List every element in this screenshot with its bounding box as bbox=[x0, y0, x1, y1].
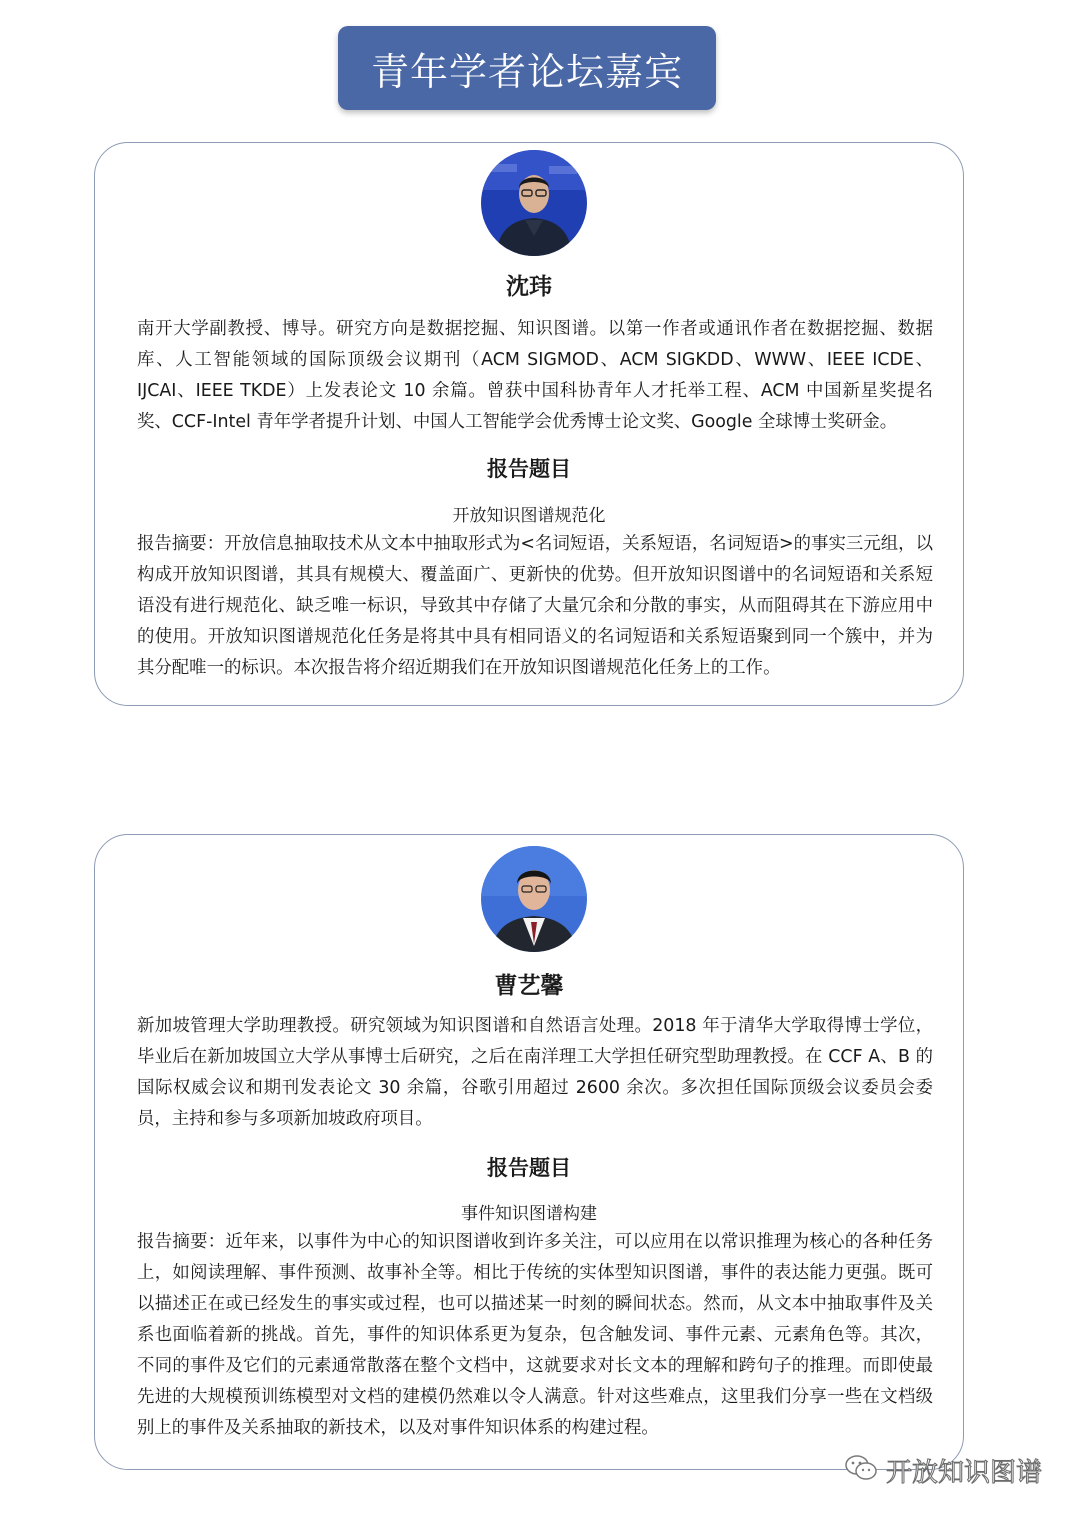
speaker-bio: 南开大学副教授、博导。研究方向是数据挖掘、知识图谱。以第一作者或通讯作者在数据挖掘、数据库、人工智能领域的国际顶级会议期刊（ACM SIGMOD、ACM SIGKDD、WWW、IEEE ICDE、IJCAI、IEEE TKDE）上发表论文 10 余篇。曾获中国科协青年人才托举工程、ACM 中国新星奖提名奖、CCF-Intel 青年学者提升计划、中国人工智能学会优秀博士论文奖、Google 全球博士奖研金。 bbox=[137, 319, 933, 432]
talk-abstract: 报告摘要：近年来，以事件为中心的知识图谱收到许多关注，可以应用在以常识推理为核心的各种任务上，如阅读理解、事件预测、故事补全等。相比于传统的实体型知识图谱，事件的表达能力更强。既可以描述正在或已经发生的事实或过程，也可以描述某一时刻的瞬间状态。然而，从文本中抽取事件及关系也面临着新的挑战。首先，事件的知识体系更为复杂，包含触发词、事件元素、元素角色等。其次，不同的事件及它们的元素通常散落在整个文档中，这就要求对长文本的理解和跨句子的推理。而即使最先进的大规模预训练模型对文档的建模仍然难以令人满意。针对这些难点，这里我们分享一些在文档级别上的事件及关系抽取的新技术，以及对事件知识体系的构建过程。 bbox=[137, 1232, 933, 1438]
speaker-avatar bbox=[481, 150, 587, 256]
talk-abstract: 报告摘要：开放信息抽取技术从文本中抽取形式为<名词短语，关系短语，名词短语>的事实三元组，以构成开放知识图谱，其具有规模大、覆盖面广、更新快的优势。但开放知识图谱中的名词短语和关系短语没有进行规范化、缺乏唯一标识，导致其中存储了大量冗余和分散的事实，从而阻碍其在下游应用中的使用。开放知识图谱规范化任务是将其中具有相同语义的名词短语和关系短语聚到同一个簇中，并为其分配唯一的标识。本次报告将介绍近期我们在开放知识图谱规范化任务上的工作。 bbox=[137, 534, 933, 678]
talk-title: 开放知识图谱规范化 bbox=[452, 506, 606, 526]
watermark-text: 开放知识图谱 bbox=[886, 1457, 1043, 1488]
wechat-icon bbox=[844, 1454, 878, 1486]
speaker-name: 沈玮 bbox=[506, 274, 552, 300]
avatar-photo-2 bbox=[481, 846, 587, 952]
talk-section-heading: 报告题目 bbox=[487, 1156, 571, 1180]
talk-title: 事件知识图谱构建 bbox=[461, 1204, 597, 1224]
speaker-bio: 新加坡管理大学助理教授。研究领域为知识图谱和自然语言处理。2018 年于清华大学取得博士学位，毕业后在新加坡国立大学从事博士后研究，之后在南洋理工大学担任研究型助理教授。在 CCF A、B 的国际权威会议和期刊发表论文 30 余篇，谷歌引用超过 2600 余次。多次担任国际顶级会议委员会委员，主持和参与多项新加坡政府项目。 bbox=[137, 1016, 933, 1129]
speaker-avatar bbox=[481, 846, 587, 952]
speaker-card-2 bbox=[94, 834, 964, 1470]
account-watermark bbox=[844, 1452, 1042, 1488]
talk-section-heading: 报告题目 bbox=[487, 457, 571, 481]
avatar-photo-1 bbox=[481, 150, 587, 256]
section-banner bbox=[338, 26, 716, 110]
banner-title: 青年学者论坛嘉宾 bbox=[370, 49, 683, 94]
speaker-name: 曹艺馨 bbox=[494, 973, 564, 999]
speaker-card-1 bbox=[94, 142, 964, 706]
